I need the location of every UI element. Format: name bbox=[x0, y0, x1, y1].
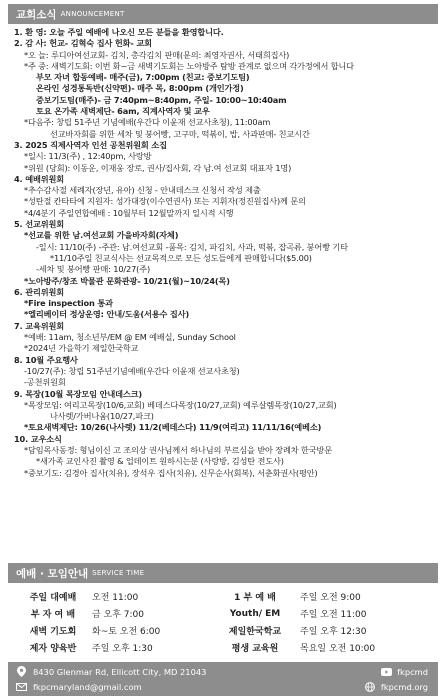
service-time-header bbox=[8, 563, 438, 583]
announcement-line: 2. 감 사: 헌교- 김혁숙 집사 헌화- 교회 bbox=[14, 38, 152, 49]
announcement-header bbox=[8, 4, 438, 24]
announcement-line: *Fire inspection 통과 bbox=[24, 298, 113, 309]
announcement-line: *엘리베이터 정상운영: 안내/도움(서용수 집사) bbox=[24, 309, 190, 320]
website-line[interactable] bbox=[365, 681, 428, 692]
announcement-line: 8. 10월 주요행사 bbox=[14, 354, 78, 365]
schedule-label: 제일한국학교 bbox=[228, 627, 282, 637]
announcement-line: -공천위원회 bbox=[24, 377, 66, 388]
announcement-line: 부모 자녀 합동예배- 매주(금), 7:00pm (친교: 중보기도팀) bbox=[36, 72, 250, 83]
announcement-line: *선교를 위한 남.여선교회 가을바자회(자체) bbox=[24, 230, 179, 241]
announcement-line: *4/4분기 주일연합예배 : 10월부터 12월말까지 일시적 시행 bbox=[24, 207, 234, 218]
contact-footer bbox=[8, 662, 438, 696]
schedule-row bbox=[14, 639, 434, 656]
announcement-line: 3. 2025 직제사역자 인선 공천위원회 소집 bbox=[14, 139, 167, 150]
announcement-line: *중보기도: 김경아 집사(치유), 장석우 집사(치유), 신무순사(회복), 서춘화권사(평안) bbox=[24, 467, 318, 478]
address-text: 8430 Glenmar Rd, Ellicott City, MD 21043 bbox=[33, 666, 207, 677]
schedule-time: 주일 오후 12:30 bbox=[300, 627, 367, 637]
schedule-label: 1 부 예 배 bbox=[234, 593, 276, 603]
announcement-line: *주 중: 새벽기도회: 이번 화~금 새벽기도회는 노아방주 탐방 관계로 없으며 각가정에서 합니다 bbox=[24, 60, 354, 71]
announcement-line: *다음주: 창립 51주년 기념예배(우간다 이윤재 선교사초청), 11:00am bbox=[24, 117, 271, 128]
announcement-line: 7. 교육위원회 bbox=[14, 320, 65, 331]
schedule-row bbox=[14, 588, 434, 605]
announcement-line: *목장모임: 여리고목장(10/6,교회) 베데스다목장(10/27,교회) 예루살렘목장(10/27,교회) bbox=[24, 399, 337, 410]
announcement-line: *새가족 교인사진 촬영 & 업데이트 원하시는분 (사랑방, 김성탄 전도사) bbox=[36, 456, 284, 467]
announcement-line: *담임목사동정: 형님이신 고 조의상 권사님께서 하나님의 부르심을 받아 장례차 한국방문 bbox=[24, 444, 332, 455]
announcement-line: *노아방주/창조 박물관 문화관광- 10/21(월)~10/24(목) bbox=[24, 275, 230, 286]
announcement-line: 토요 온가족 새벽제단- 6am, 직계사역자 및 교우 bbox=[36, 106, 210, 117]
globe-icon bbox=[365, 681, 376, 692]
schedule-time: 화~토 오전 6:00 bbox=[92, 627, 161, 637]
email-icon bbox=[16, 681, 27, 692]
schedule-time: 목요일 오전 10:00 bbox=[300, 644, 376, 654]
announcement-line: -10/27(주): 창립 51주년기념예배(우간다 이윤재 선교사초청) bbox=[24, 365, 240, 376]
schedule-time: 주일 오전 11:00 bbox=[300, 610, 367, 620]
schedule-time: 주일 오전 9:00 bbox=[300, 593, 361, 603]
announcement-line: *위원 (당회): 이동운, 이재웅 장로, 권사/집사회, 각 남.여 선교회 대표자 1명) bbox=[24, 162, 292, 173]
map-pin-icon bbox=[16, 666, 27, 677]
announcement-line: 9. 목장(10월 목장모임 안내데스크) bbox=[14, 388, 142, 399]
announcement-line: *오 늘: 루디아여선교회- 김치, 총각김치 판매(문의: 최영자권사, 서태희집사) bbox=[24, 49, 290, 60]
announcement-list bbox=[14, 27, 438, 557]
announcement-line: 5. 선교위원회 bbox=[14, 219, 65, 230]
service-time-title: 예배 · 모임안내 bbox=[16, 567, 89, 580]
announcement-line: *11/10주일 친교식사는 선교목적으로 모든 성도들에게 판매합니다($5.00) bbox=[50, 252, 312, 263]
announcement-line: 4. 예배위원회 bbox=[14, 173, 65, 184]
announcement-line: 온라인 성경통독반(신약편)- 매주 목, 8:00pm (개인가정) bbox=[36, 83, 244, 94]
schedule-time: 오전 11:00 bbox=[92, 593, 139, 603]
announcement-line: 중보기도팀(매주)- 금 7:40pm~8:40pm, 주일- 10:00~10:40am bbox=[36, 94, 287, 105]
schedule-time: 금 오후 7:00 bbox=[92, 610, 145, 620]
announcement-line: 1. 환 영: 오늘 주일 예배에 나오신 모든 분들을 환영합니다. bbox=[14, 27, 224, 37]
schedule-label: 주일 대예배 bbox=[29, 593, 77, 603]
schedule-row bbox=[14, 605, 434, 622]
announcement-line: -일시: 11/10(주) -주관: 남.여선교회 -품목: 김치, 파김치, 사과, 떡볶, 잡곡류, 붕어빵 기타 bbox=[36, 241, 348, 252]
schedule-label: Youth/ EM bbox=[229, 608, 281, 619]
email-line[interactable] bbox=[16, 681, 142, 692]
announcement-line: 선교바자회를 위한 세차 및 붕어빵, 고구마, 떡볶이, 밥, 사과판매- 친교시간 bbox=[50, 128, 310, 139]
announcement-line: *2024년 가을학기 제일한국학교 bbox=[24, 343, 139, 354]
announcement-subtitle: ANNOUNCEMENT bbox=[60, 10, 125, 18]
schedule-label: 새벽 기도회 bbox=[29, 627, 77, 637]
announcement-line: 나사렛/가버나움(10/27,파크) bbox=[50, 411, 154, 422]
website-text[interactable]: fkpcmd.org bbox=[380, 681, 428, 692]
youtube-line[interactable] bbox=[381, 666, 428, 677]
service-schedule bbox=[14, 588, 434, 656]
announcement-line: *일시: 11/3(주) , 12:40pm, 사랑방 bbox=[24, 151, 152, 162]
youtube-icon bbox=[381, 666, 392, 677]
email-text[interactable]: fkpcmaryland@gmail.com bbox=[33, 681, 142, 692]
service-time-subtitle: SERVICE TIME bbox=[92, 569, 145, 577]
announcement-line: 6. 관리위원회 bbox=[14, 286, 65, 297]
announcement-title: 교회소식 bbox=[16, 8, 57, 21]
announcement-line: *토요새벽제단: 10/26(나사렛) 11/2(베데스다) 11/9(여리고) 11/11/16(예베소) bbox=[24, 422, 322, 433]
schedule-time: 주일 오후 1:30 bbox=[92, 644, 153, 654]
schedule-label: 부 자 여 배 bbox=[30, 610, 76, 620]
schedule-label: 평생 교육원 bbox=[231, 644, 279, 654]
announcement-line: 10. 교우소식 bbox=[14, 433, 62, 444]
announcement-line: -세차 및 붕어빵 판매: 10/27(주) bbox=[36, 264, 150, 275]
schedule-row bbox=[14, 622, 434, 639]
schedule-label: 제자 양육반 bbox=[29, 644, 77, 654]
youtube-text[interactable]: fkpcmd bbox=[397, 666, 428, 677]
announcement-line: *예배: 11am, 청소년부/EM @ EM 예배실, Sunday School bbox=[24, 332, 236, 343]
announcement-line: *추수감사절 세례자(장년, 유아) 신청 - 안내데스크 신청서 작성 제출 bbox=[24, 185, 261, 196]
address-line bbox=[16, 666, 206, 677]
announcement-line: *성탄절 칸타타에 지원자: 성가대장(이수연권사) 또는 지휘자(정진원집사)께 문의 bbox=[24, 196, 306, 207]
